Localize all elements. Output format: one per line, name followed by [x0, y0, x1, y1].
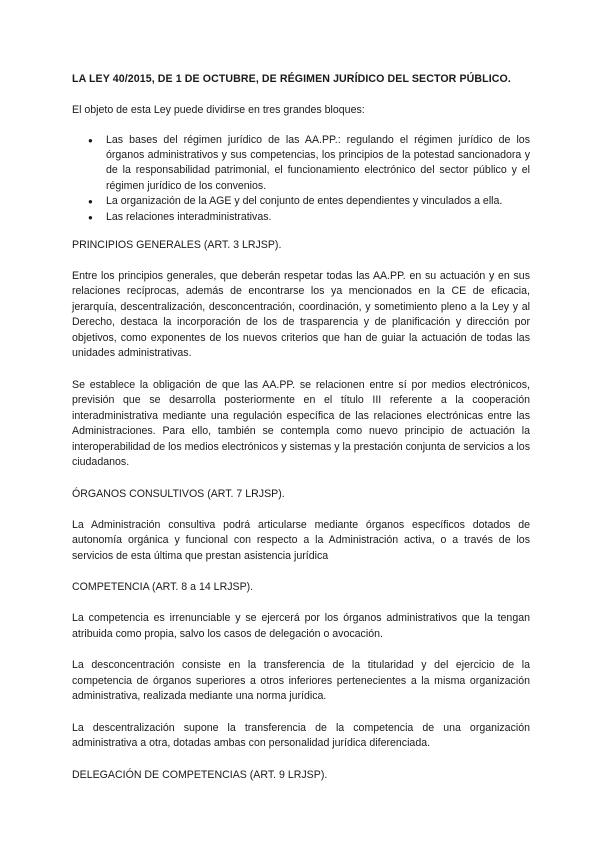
paragraph: La desconcentración consiste en la transferencia de la titularidad y del ejercicio de la competencia de órganos superiores a otros inferiores pertenecientes a la misma organización administrativa, realizada mediante una norma jurídica.	[72, 659, 530, 703]
section-heading-organos-consultivos: ÓRGANOS CONSULTIVOS (ART. 7 LRJSP).	[72, 487, 285, 500]
intro-paragraph: El objeto de esta Ley puede dividirse en tres grandes bloques:	[72, 104, 365, 116]
bullet-icon: ●	[88, 212, 93, 222]
paragraph: La Administración consultiva podrá articularse mediante órganos específicos dotados de autonomía orgánica y funcional con respecto a la Administración activa, o a través de los servicios de esta última que prestan asistencia jurídica	[72, 518, 530, 562]
list-item: ● Las relaciones interadministrativas.	[106, 210, 530, 225]
section-heading-competencia: COMPETENCIA (ART. 8 a 14 LRJSP).	[72, 581, 254, 594]
paragraph: Entre los principios generales, que deberán respetar todas las AA.PP. en su actuación y en sus relaciones recíprocas, además de encontrarse los ya mencionados en la CE de eficacia, jerarquía, descentralización, desconcentración, coordinación, y sometimiento pleno a la Ley y al Derecho, destaca la incorporación de los de trasparencia y de planificación y dirección por objetivos, como exponentes de los nuevos criterios que han de guiar la actuación de todas las unidades administrativas.	[72, 269, 530, 360]
paragraph: La competencia es irrenunciable y se ejercerá por los órganos administrativos que la tengan atribuida como propia, salvo los casos de delegación o avocación.	[72, 612, 530, 640]
paragraph: La descentralización supone la transferencia de la competencia de una organización administrativa a otra, dotadas ambas con personalidad jurídica diferenciada.	[72, 721, 530, 750]
list-item: ● La organización de la AGE y del conjunto de entes dependientes y vinculados a ella.	[106, 194, 530, 209]
document-title: LA LEY 40/2015, DE 1 DE OCTUBRE, DE RÉGIMEN JURÍDICO DEL SECTOR PÚBLICO.	[72, 73, 511, 85]
bullet-icon: ●	[88, 197, 93, 207]
paragraph: Se establece la obligación de que las AA.PP. se relacionen entre sí por medios electrónicos, previsión que se desarrolla posteriormente en el título III referente a la cooperación interadministrativa mediante una regulación específica de las relaciones electrónicas entre las Administraciones. Para ello, también se contempla como nuevo principio de actuación la interoperabilidad de los medios electrónicos y sistemas y la prestación conjunta de servicios a los ciudadanos.	[72, 378, 530, 469]
section-heading-delegacion: DELEGACIÓN DE COMPETENCIAS (ART. 9 LRJSP).	[72, 768, 328, 781]
bullet-list	[72, 133, 530, 225]
bullet-icon: ●	[88, 135, 93, 145]
section-heading-principios: PRINCIPIOS GENERALES (ART. 3 LRJSP).	[72, 238, 282, 251]
list-item: ● Las bases del régimen jurídico de las AA.PP.: regulando el régimen jurídico de los órganos administrativos y sus competencias, los principios de la potestad sancionadora y de la responsabilidad patrimonial, el funcionamiento electrónico del sector público y el régimen jurídico de los convenios.	[88, 133, 530, 192]
